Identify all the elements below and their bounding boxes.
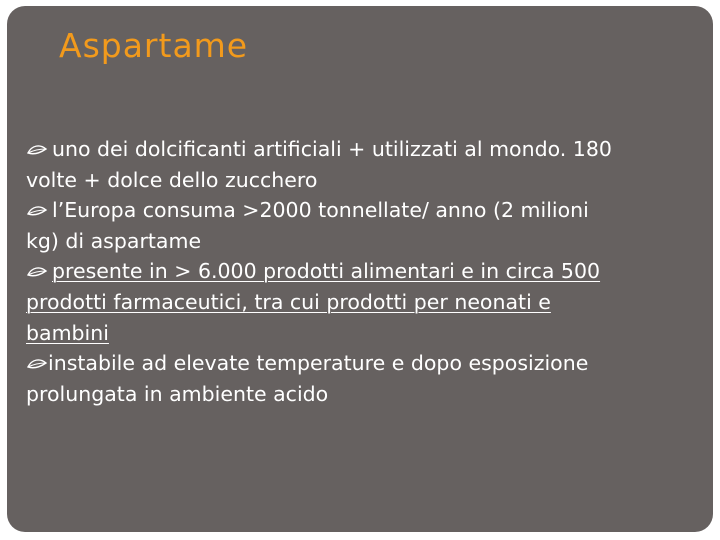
bullet-list — [26, 134, 713, 409]
bullet-2-line-1 — [26, 195, 713, 226]
bullet-1-text-2: volte + dolce dello zucchero — [26, 167, 318, 192]
bullet-4-line-1 — [26, 348, 713, 379]
bullet-2-text-1: l’Europa consuma >2000 tonnellate/ anno (2 milioni — [52, 198, 589, 223]
leaf-bullet-icon — [26, 143, 48, 157]
leaf-bullet-icon — [26, 265, 48, 279]
bullet-4-text-2: prolungata in ambiente acido — [26, 381, 329, 406]
slide-title: Aspartame — [59, 26, 249, 65]
bullet-3-line-1[interactable] — [26, 256, 713, 287]
bullet-4-text-1: instabile ad elevate temperature e dopo esposizione — [48, 351, 589, 376]
bullet-1-text-1: uno dei dolcificanti artificiali + utilizzati al mondo. 180 — [52, 137, 612, 161]
bullet-3-text-3[interactable]: bambini — [26, 320, 109, 345]
leaf-bullet-icon — [26, 357, 48, 371]
bullet-3-text-1[interactable]: presente in > 6.000 prodotti alimentari e in circa 500 — [52, 259, 601, 284]
leaf-bullet-icon — [26, 204, 48, 218]
slide — [7, 6, 713, 532]
bullet-2-text-2: kg) di aspartame — [26, 228, 202, 253]
bullet-1-line-1 — [26, 134, 713, 165]
bullet-3-text-2[interactable]: prodotti farmaceutici, tra cui prodotti per neonati e — [26, 289, 551, 314]
